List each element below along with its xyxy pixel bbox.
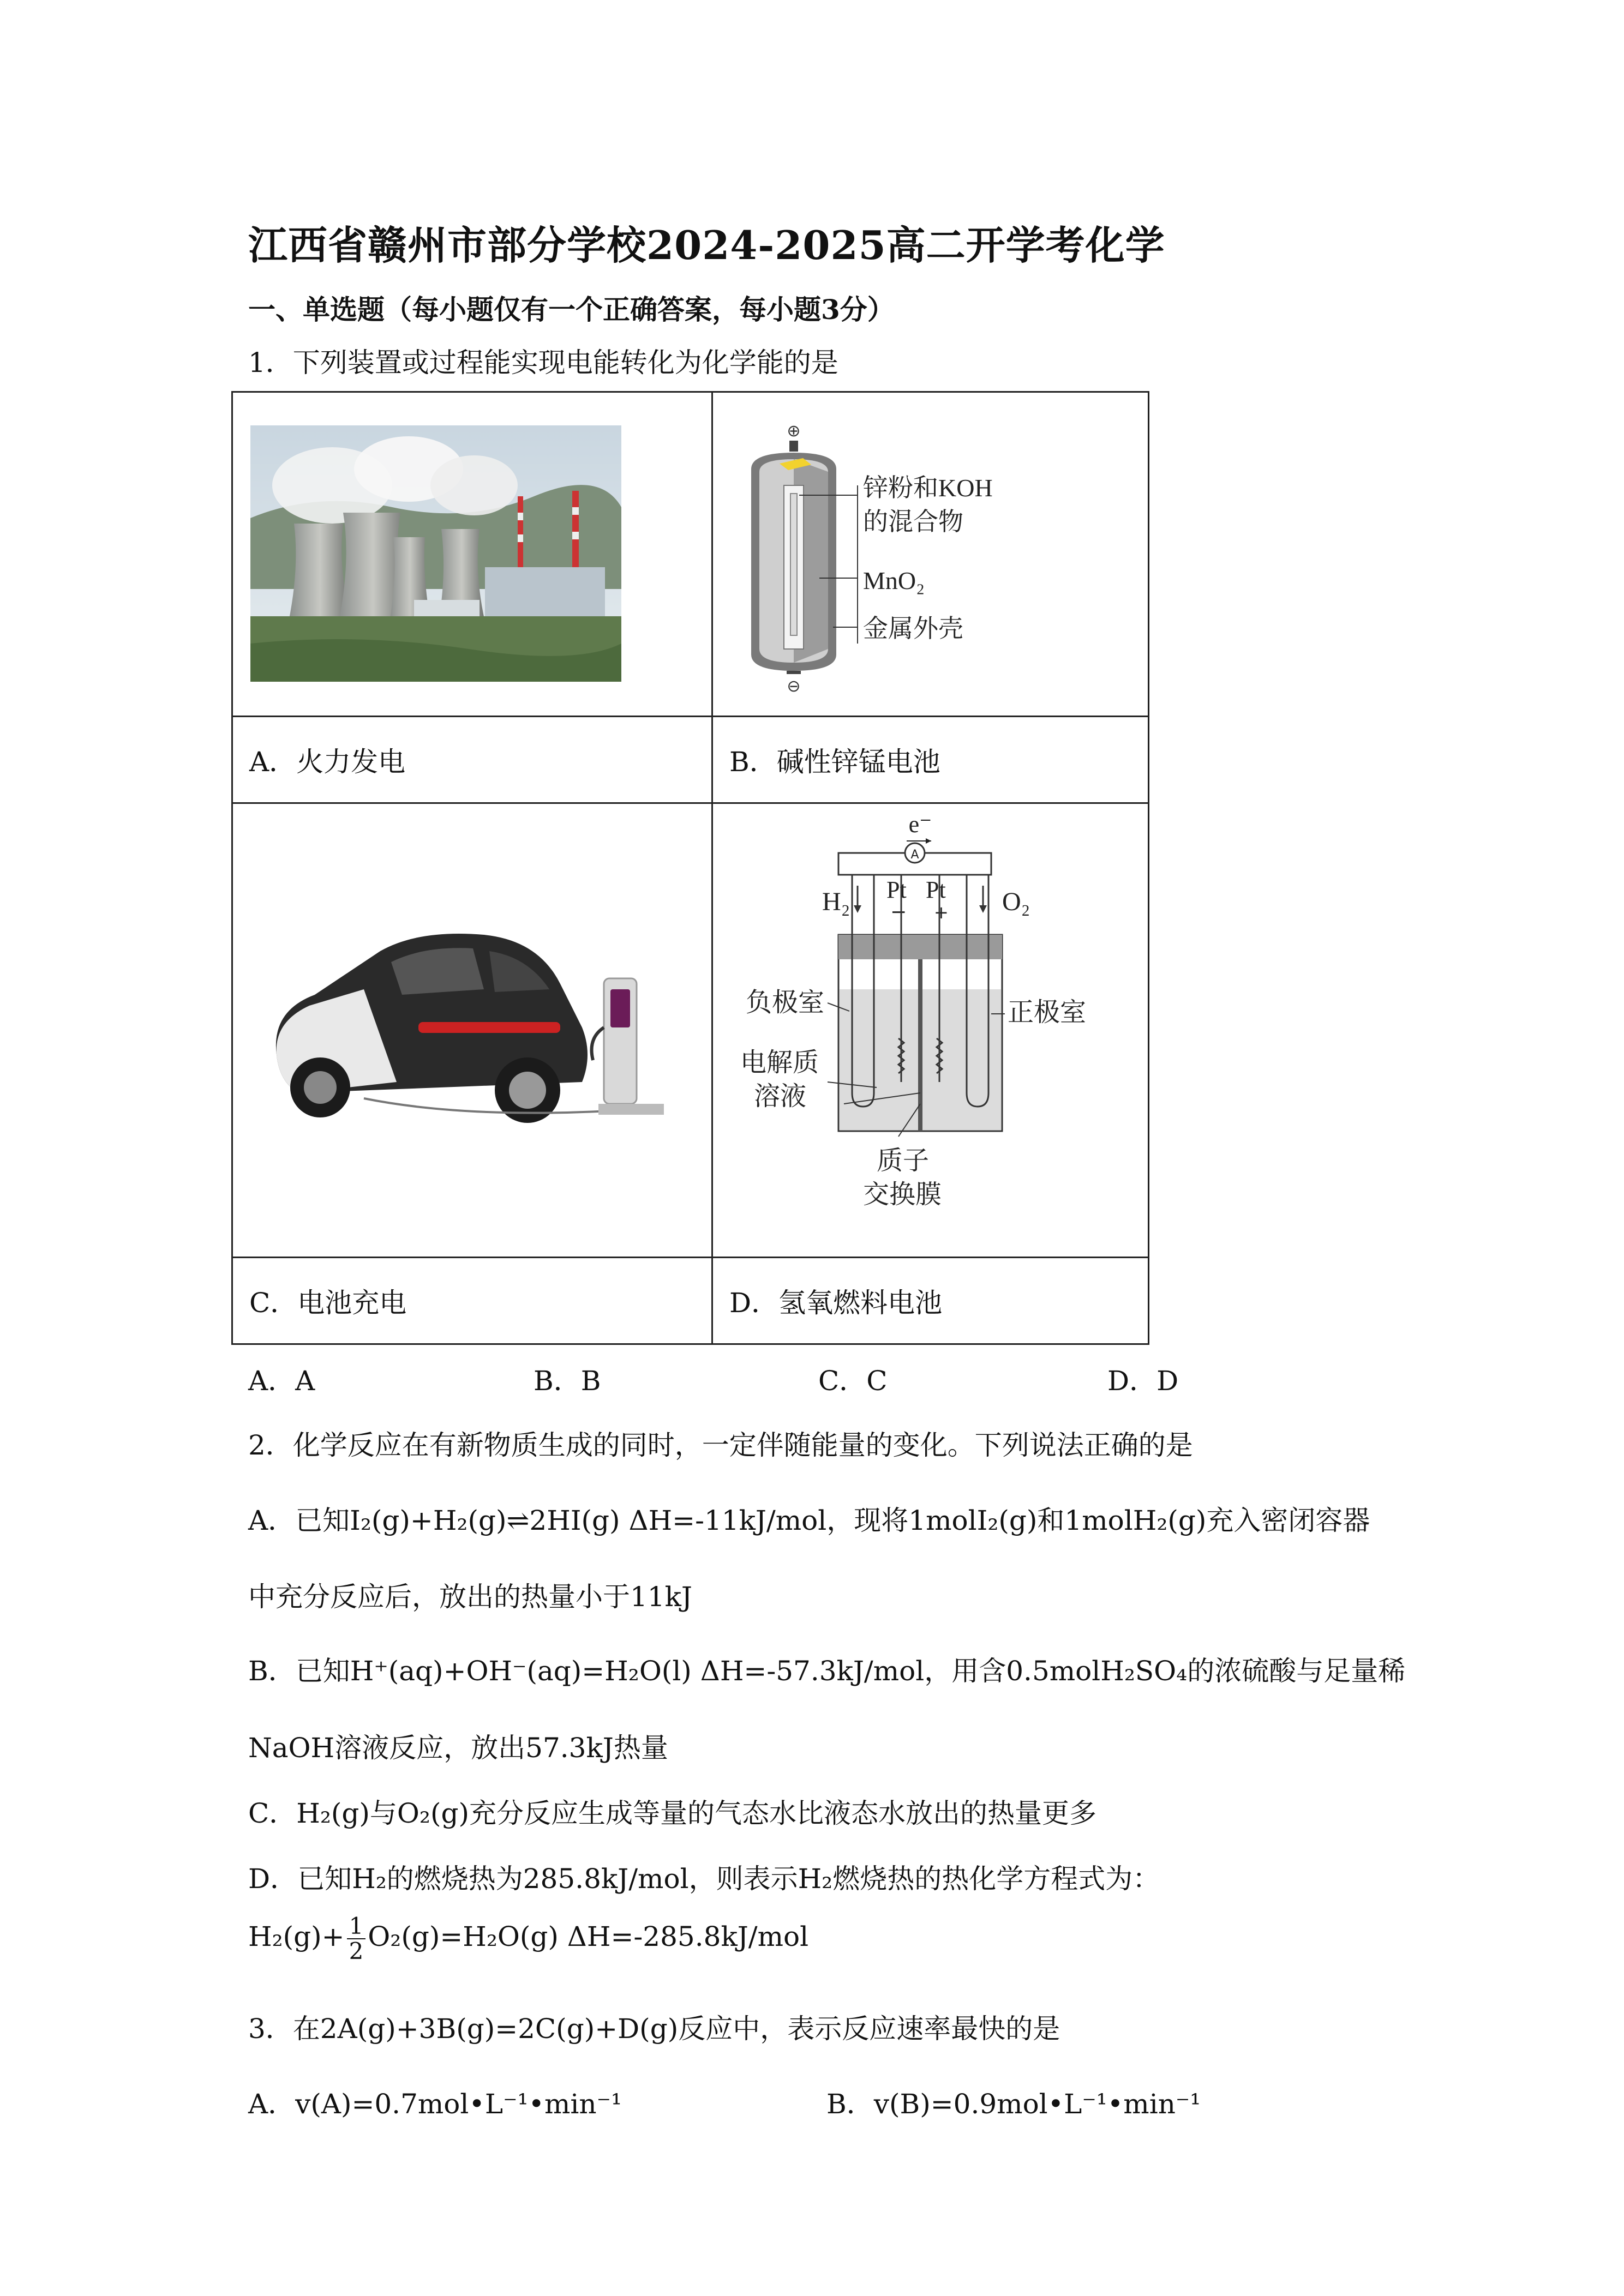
fuel-cell-pt-left: Pt (886, 876, 907, 903)
q2-option-a-line2: 中充分反应后，放出的热量小于11kJ (248, 1581, 692, 1613)
equation-right: O₂(g)=H₂O(g) ΔH=-285.8kJ/mol (368, 1921, 809, 1953)
question-1-stem: 1．下列装置或过程能实现电能转化为化学能的是 (248, 347, 838, 378)
battery-label-zinc: 锌粉和KOH (863, 474, 993, 502)
cell-d-image (712, 803, 1149, 1258)
fuel-cell-membrane-label-1: 质子 (877, 1146, 930, 1175)
fuel-cell-electron-label: e⁻ (908, 811, 932, 838)
question-3-stem: 3．在2A(g)+3B(g)=2C(g)+D(g)反应中，表示反应速率最快的是 (248, 2013, 1060, 2045)
battery-label-mixture: 的混合物 (863, 508, 963, 536)
cell-b-caption: B．碱性锌锰电池 (712, 717, 1149, 803)
fuel-cell-o2-label: O₂ (1002, 887, 1030, 916)
hydrogen-oxygen-fuel-cell-diagram (713, 809, 1138, 1246)
battery-plus-label: ⊕ (787, 422, 801, 441)
question-2-stem: 2．化学反应在有新物质生成的同时，一定伴随能量的变化。下列说法正确的是 (248, 1429, 1193, 1461)
q1-option-b: B．B (534, 1365, 601, 1397)
battery-minus-label: ⊖ (787, 677, 801, 696)
fraction-denominator: 2 (349, 1938, 364, 1965)
q3-option-b: B．v(B)=0.9mol•L⁻¹•min⁻¹ (826, 2088, 1201, 2120)
q2-option-b-line1: B．已知H⁺(aq)+OH⁻(aq)=H₂O(l) ΔH=-57.3kJ/mol，用含0.5molH₂SO₄的浓硫酸与足量稀 (248, 1655, 1406, 1687)
q3-option-a: A．v(A)=0.7mol•L⁻¹•min⁻¹ (248, 2088, 622, 2120)
fuel-cell-plus: + (934, 902, 949, 923)
zinc-manganese-battery-diagram (729, 414, 1111, 698)
q2-option-b-line2: NaOH溶液反应，放出57.3kJ热量 (248, 1732, 668, 1764)
cell-c-caption: C．电池充电 (232, 1258, 712, 1344)
section-heading: 一、单选题（每小题仅有一个正确答案，每小题3分） (248, 293, 895, 326)
fuel-cell-cathode-label: 正极室 (1008, 998, 1087, 1027)
page-title: 江西省赣州市部分学校2024-2025高二开学考化学 (248, 222, 1165, 268)
fuel-cell-pt-right: Pt (926, 876, 946, 903)
electric-car-charging-illustration (255, 918, 691, 1147)
cell-b-image (712, 392, 1149, 717)
fuel-cell-electrolyte-label-2: 溶液 (754, 1082, 807, 1111)
battery-label-shell: 金属外壳 (863, 615, 963, 642)
fuel-cell-membrane-label-2: 交换膜 (863, 1180, 942, 1209)
fuel-cell-h2-label: H₂ (822, 887, 850, 916)
q2-option-c: C．H₂(g)与O₂(g)充分反应生成等量的气态水比液态水放出的热量更多 (248, 1798, 1096, 1829)
fuel-cell-electrolyte-label-1: 电解质 (740, 1048, 819, 1077)
q2-option-d-equation (248, 1914, 808, 1963)
power-plant-photo (250, 425, 621, 682)
q2-option-d-line1: D．已知H₂的燃烧热为285.8kJ/mol，则表示H₂燃烧热的热化学方程式为： (248, 1863, 1160, 1895)
fraction-numerator: 1 (347, 1914, 366, 1939)
battery-label-mno2: MnO₂ (863, 567, 925, 594)
question-1-table (231, 391, 1149, 1345)
equation-fraction (347, 1914, 366, 1963)
cell-c-image (232, 803, 712, 1258)
cell-d-caption: D．氢氧燃料电池 (712, 1258, 1149, 1344)
cell-a-caption: A．火力发电 (232, 717, 712, 803)
fuel-cell-anode-label: 负极室 (746, 988, 825, 1017)
fuel-cell-minus: − (890, 901, 907, 923)
cell-a-image (232, 392, 712, 717)
q1-option-c: C．C (818, 1365, 888, 1397)
equation-left: H₂(g)+ (248, 1921, 345, 1953)
ammeter-label: A (910, 848, 919, 862)
q1-option-d: D．D (1107, 1365, 1179, 1397)
q1-option-a: A．A (248, 1365, 315, 1397)
q2-option-a-line1: A．已知I₂(g)+H₂(g)⇌2HI(g) ΔH=-11kJ/mol，现将1molI₂(g)和1molH₂(g)充入密闭容器 (248, 1505, 1370, 1536)
